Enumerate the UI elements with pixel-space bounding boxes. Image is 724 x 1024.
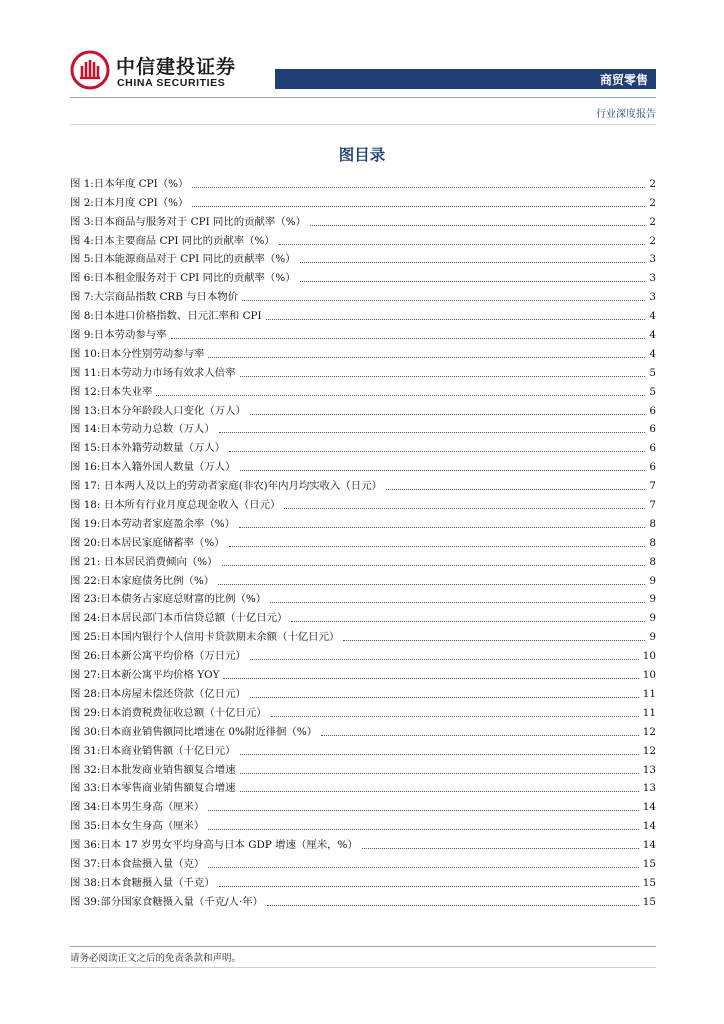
toc-entry[interactable] <box>70 399 656 418</box>
dot-leader <box>242 300 645 301</box>
dot-leader <box>343 640 645 641</box>
toc-entry-page: 9 <box>649 574 656 587</box>
toc-entry-page: 14 <box>642 839 656 852</box>
toc-entry-label[interactable]: 图 36:日本 17 岁男女平均身高与日本 GDP 增速（厘米，%） <box>70 839 358 852</box>
toc-entry[interactable] <box>70 644 656 663</box>
toc-entry-page: 6 <box>649 442 656 455</box>
dot-leader <box>219 886 639 887</box>
toc-entry-label[interactable]: 图 16:日本入籍外国人数量（万人） <box>70 461 236 474</box>
dot-leader <box>192 187 645 188</box>
toc-entry-page: 6 <box>649 423 656 436</box>
dot-leader <box>240 470 646 471</box>
toc-entry[interactable] <box>70 380 656 399</box>
dot-leader <box>386 489 645 490</box>
toc-entry-page: 3 <box>649 272 656 285</box>
dot-leader <box>250 697 639 698</box>
toc-entry-page: 10 <box>642 669 656 682</box>
dot-leader <box>192 206 645 207</box>
toc-entry-page: 2 <box>649 215 656 228</box>
toc-entry-page: 13 <box>642 763 656 776</box>
dot-leader <box>321 735 639 736</box>
dot-leader <box>271 716 639 717</box>
dot-leader <box>208 357 645 358</box>
footer-divider <box>70 946 656 947</box>
toc-entry-label[interactable]: 图 20:日本居民家庭储蓄率（%） <box>70 536 225 549</box>
report-header <box>70 50 656 95</box>
toc-entry[interactable] <box>70 833 656 852</box>
toc-entry-page: 8 <box>649 536 656 549</box>
toc-entry-page: 15 <box>642 895 656 908</box>
dot-leader <box>171 338 646 339</box>
toc-entry-label[interactable]: 图 35:日本女生身高（厘米） <box>70 820 205 833</box>
toc-entry[interactable] <box>70 191 656 210</box>
toc-entry-page: 9 <box>649 612 656 625</box>
dot-leader <box>250 414 645 415</box>
toc-entry-label[interactable]: 图 4:日本主要商品 CPI 同比的贡献率（%） <box>70 234 275 247</box>
toc-entry-label[interactable]: 图 6:日本租金服务对于 CPI 同比的贡献率（%） <box>70 272 296 285</box>
toc-entry-label[interactable]: 图 28:日本房屋未偿还贷款（亿日元） <box>70 687 246 700</box>
dot-leader <box>310 225 645 226</box>
toc-entry-page: 5 <box>649 385 656 398</box>
footer-divider-bottom <box>70 967 656 968</box>
toc-entry-page: 12 <box>642 744 656 757</box>
toc-entry[interactable] <box>70 531 656 550</box>
toc-entry[interactable] <box>70 795 656 814</box>
subheader-divider <box>70 124 656 125</box>
toc-entry-page: 5 <box>649 366 656 379</box>
toc-entry-label[interactable]: 图 8:日本进口价格指数、日元汇率和 CPI <box>70 310 262 323</box>
toc-entry-label[interactable]: 图 37:日本食盐摄入量（克） <box>70 857 205 870</box>
china-securities-logo-icon <box>70 50 110 90</box>
toc-entry-page: 2 <box>649 234 656 247</box>
toc-entry-label[interactable]: 图 39:部分国家食糖摄入量（千克/人·年） <box>70 895 264 908</box>
toc-entry-label[interactable]: 图 38:日本食糖摄入量（千克） <box>70 876 215 889</box>
brand-name-en: CHINA SECURITIES <box>117 77 226 89</box>
toc-entry-page: 4 <box>649 310 656 323</box>
toc-entry-label[interactable]: 图 21: 日本居民消费倾向（%） <box>70 555 218 568</box>
dot-leader <box>229 546 646 547</box>
toc-entry-page: 4 <box>649 347 656 360</box>
toc-entry[interactable] <box>70 210 656 229</box>
toc-entry-label[interactable]: 图 9:日本劳动参与率 <box>70 329 167 342</box>
toc-entry-label[interactable]: 图 31:日本商业销售额（十亿日元） <box>70 744 236 757</box>
toc-entry[interactable] <box>70 588 656 607</box>
toc-entry[interactable] <box>70 248 656 267</box>
dot-leader <box>223 678 638 679</box>
dot-leader <box>208 867 638 868</box>
dot-leader <box>267 905 639 906</box>
dot-leader <box>240 773 639 774</box>
section-tag: 商贸零售 <box>599 73 648 87</box>
toc-entry[interactable] <box>70 739 656 758</box>
toc-entry[interactable] <box>70 550 656 569</box>
dot-leader <box>284 508 645 509</box>
toc-entry-label[interactable]: 图 5:日本能源商品对于 CPI 同比的贡献率（%） <box>70 253 296 266</box>
toc-entry-label[interactable]: 图 11:日本劳动力市场有效求人倍率 <box>70 366 236 379</box>
dot-leader <box>208 810 638 811</box>
toc-entry-label[interactable]: 图 1:日本年度 CPI（%） <box>70 177 189 190</box>
toc-entry[interactable] <box>70 361 656 380</box>
toc-entry[interactable] <box>70 777 656 796</box>
toc-title: 图目录 <box>338 146 386 164</box>
toc-entry-label[interactable]: 图 33:日本零售商业销售额复合增速 <box>70 782 236 795</box>
toc-entry-label[interactable]: 图 2:日本月度 CPI（%） <box>70 196 189 209</box>
toc-entry-page: 8 <box>649 555 656 568</box>
dot-leader <box>218 584 645 585</box>
toc-entry-label[interactable]: 图 18: 日本所有行业月度总现金收入（日元） <box>70 499 281 512</box>
toc-entry-label[interactable]: 图 26:日本新公寓平均价格（万日元） <box>70 650 246 663</box>
toc-entry-label[interactable]: 图 25:日本国内银行个人信用卡贷款期末余额（十亿日元） <box>70 631 340 644</box>
dot-leader <box>222 565 646 566</box>
toc-entry-page: 15 <box>642 857 656 870</box>
toc-entry[interactable] <box>70 285 656 304</box>
toc-entry[interactable] <box>70 606 656 625</box>
dot-leader <box>240 754 639 755</box>
toc-entry-label[interactable]: 图 17: 日本两人及以上的劳动者家庭(非农)年内月均实收入（日元） <box>70 480 382 493</box>
toc-entry-page: 12 <box>642 725 656 738</box>
toc-entry-page: 11 <box>642 687 656 700</box>
toc-entry-page: 6 <box>649 404 656 417</box>
toc-entry-page: 9 <box>649 631 656 644</box>
toc-entry[interactable] <box>70 758 656 777</box>
toc-entry[interactable] <box>70 625 656 644</box>
toc-entry[interactable] <box>70 304 656 323</box>
toc-entry[interactable] <box>70 663 656 682</box>
toc-entry-page: 15 <box>642 876 656 889</box>
toc-entry-label[interactable]: 图 10:日本分性别劳动参与率 <box>70 347 205 360</box>
toc-entry-label[interactable]: 图 19:日本劳动者家庭盈余率（%） <box>70 517 235 530</box>
toc-entry[interactable] <box>70 172 656 191</box>
dot-leader <box>156 395 645 396</box>
toc-entry-page: 8 <box>649 517 656 530</box>
brand-name-cn: 中信建投证券 <box>116 56 237 78</box>
dot-leader <box>219 432 646 433</box>
toc-entry-label[interactable]: 图 24:日本居民部门本币信贷总额（十亿日元） <box>70 612 288 625</box>
toc-entry-label[interactable]: 图 23:日本债务占家庭总财富的比例（%） <box>70 593 267 606</box>
dot-leader <box>229 451 645 452</box>
toc-entry-label[interactable]: 图 14:日本劳动力总数（万人） <box>70 423 215 436</box>
toc-entry[interactable] <box>70 720 656 739</box>
toc-entry-page: 4 <box>649 329 656 342</box>
figure-list <box>70 172 656 909</box>
toc-entry[interactable] <box>70 474 656 493</box>
toc-entry-label[interactable]: 图 3:日本商品与服务对于 CPI 同比的贡献率（%） <box>70 215 306 228</box>
toc-entry-label[interactable]: 图 30:日本商业销售额同比增速在 0%附近徘徊（%） <box>70 725 318 738</box>
toc-entry-page: 2 <box>649 196 656 209</box>
dot-leader <box>270 602 645 603</box>
toc-entry-label[interactable]: 图 22:日本家庭债务比例（%） <box>70 574 215 587</box>
toc-entry-page: 3 <box>649 291 656 304</box>
toc-entry[interactable] <box>70 229 656 248</box>
toc-entry-page: 10 <box>642 650 656 663</box>
toc-entry-page: 11 <box>642 706 656 719</box>
dot-leader <box>250 659 639 660</box>
toc-entry[interactable] <box>70 493 656 512</box>
toc-entry-label[interactable]: 图 29:日本消费税费征收总额（十亿日元） <box>70 706 267 719</box>
dot-leader <box>291 621 645 622</box>
toc-entry[interactable] <box>70 436 656 455</box>
toc-entry-label[interactable]: 图 12:日本失业率 <box>70 385 153 398</box>
toc-entry[interactable] <box>70 418 656 437</box>
dot-leader <box>266 319 646 320</box>
toc-entry[interactable] <box>70 323 656 342</box>
toc-entry-page: 13 <box>642 782 656 795</box>
toc-entry[interactable] <box>70 512 656 531</box>
disclaimer-text: 请务必阅读正文之后的免责条款和声明。 <box>70 953 242 964</box>
toc-entry-page: 14 <box>642 820 656 833</box>
toc-entry-label[interactable]: 图 27:日本新公寓平均价格 YOY <box>70 669 220 682</box>
dot-leader <box>300 262 646 263</box>
toc-entry[interactable] <box>70 890 656 909</box>
dot-leader <box>239 527 645 528</box>
dot-leader <box>240 791 639 792</box>
toc-entry-page: 7 <box>649 499 656 512</box>
section-band <box>275 69 656 89</box>
toc-entry-page: 3 <box>649 253 656 266</box>
toc-entry[interactable] <box>70 814 656 833</box>
toc-entry[interactable] <box>70 852 656 871</box>
toc-entry-page: 7 <box>649 480 656 493</box>
toc-entry-label[interactable]: 图 34:日本男生身高（厘米） <box>70 801 205 814</box>
toc-entry[interactable] <box>70 871 656 890</box>
toc-entry-label[interactable]: 图 13:日本分年龄段人口变化（万人） <box>70 404 246 417</box>
dot-leader <box>300 281 646 282</box>
toc-entry[interactable] <box>70 455 656 474</box>
toc-entry-page: 6 <box>649 461 656 474</box>
toc-entry-label[interactable]: 图 7:大宗商品指数 CRB 与日本物价 <box>70 291 239 304</box>
dot-leader <box>279 244 646 245</box>
dot-leader <box>208 829 638 830</box>
toc-entry-page: 9 <box>649 593 656 606</box>
dot-leader <box>240 376 646 377</box>
toc-entry-label[interactable]: 图 32:日本批发商业销售额复合增速 <box>70 763 236 776</box>
toc-entry[interactable] <box>70 266 656 285</box>
toc-entry-label[interactable]: 图 15:日本外籍劳动数量（万人） <box>70 442 226 455</box>
toc-entry[interactable] <box>70 701 656 720</box>
dot-leader <box>362 848 639 849</box>
toc-entry-page: 14 <box>642 801 656 814</box>
toc-entry[interactable] <box>70 342 656 361</box>
toc-entry[interactable] <box>70 682 656 701</box>
report-type: 行业深度报告 <box>596 109 656 120</box>
header-divider <box>70 97 656 98</box>
toc-entry-page: 2 <box>649 177 656 190</box>
toc-entry[interactable] <box>70 569 656 588</box>
